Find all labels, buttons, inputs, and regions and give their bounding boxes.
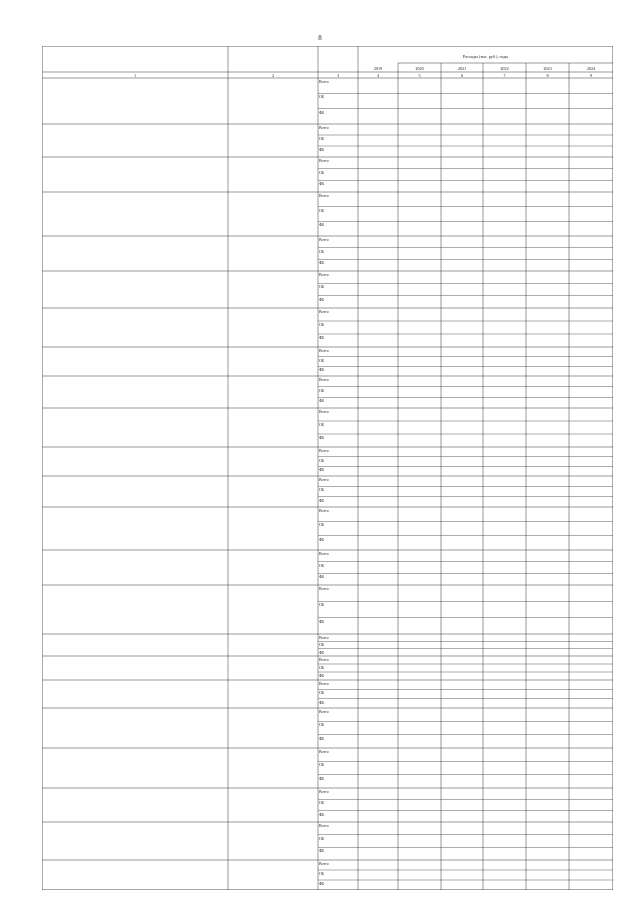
row7-source-2: ФБ [319, 367, 325, 373]
row4-source-2: ФБ [319, 260, 325, 266]
row22-source-1: ОБ [319, 871, 325, 876]
row16-source-2: ФБ [319, 673, 325, 678]
row9-source-1: ОБ [319, 422, 325, 427]
row16-source-1: ОБ [319, 665, 325, 670]
row1-source-1: ОБ [319, 136, 325, 141]
page-number: 8 [318, 34, 322, 42]
row13-source-1: ОБ [319, 562, 325, 568]
header-year-2024: 2024 [586, 66, 596, 71]
row10-source-1: ОБ [319, 457, 325, 463]
header-year-2023: 2023 [543, 66, 552, 71]
row19-source-0: Всего [319, 749, 329, 754]
row14-source-0: Всего [319, 586, 329, 591]
row19-source-1: ОБ [319, 762, 325, 768]
header-year-2019: 2019 [373, 66, 383, 71]
header-colnum-2: 2 [271, 72, 275, 78]
row8-source-1: ОБ [319, 387, 325, 393]
row3-source-0: Всего [319, 193, 329, 198]
row6-source-2: ФБ [319, 335, 325, 340]
row11-source-1: ОБ [319, 487, 325, 493]
row15-source-1: ОБ [319, 642, 325, 648]
row18-source-2: ФБ [319, 735, 325, 741]
row15-source-2: ФБ [319, 649, 325, 655]
header-year-2021: 2021 [457, 66, 467, 71]
row11-source-2: ФБ [319, 497, 325, 503]
row16-source-0: Всего [319, 657, 329, 662]
row21-source-2: ФБ [319, 848, 325, 854]
header-colnum-4: 4 [376, 72, 380, 78]
row1-source-0: Всего [319, 125, 329, 130]
header-colnum-9: 9 [589, 72, 593, 78]
header-colnum-5: 5 [418, 72, 421, 78]
row21-source-1: ОБ [319, 835, 325, 841]
row3-source-2: ФБ [319, 222, 325, 228]
row4-source-1: ОБ [319, 248, 325, 254]
row14-source-1: ОБ [319, 602, 325, 608]
row20-source-0: Всего [319, 789, 329, 794]
row7-source-0: Всего [319, 348, 329, 353]
row17-source-1: ОБ [319, 690, 325, 696]
row3-source-1: ОБ [319, 207, 325, 213]
row18-source-0: Всего [319, 709, 329, 714]
row17-source-0: Всего [319, 681, 329, 686]
row9-source-2: ФБ [319, 435, 325, 440]
row22-source-2: ФБ [319, 881, 325, 886]
row4-source-0: Всего [319, 237, 329, 242]
row10-source-2: ФБ [319, 467, 325, 473]
row18-source-1: ОБ [319, 722, 325, 728]
header-colnum-1: 1 [133, 72, 137, 78]
row17-source-2: ФБ [319, 699, 325, 705]
row2-source-1: ОБ [319, 169, 325, 175]
header-col4-caption: Расходы (тыс. руб.), годы [462, 54, 509, 59]
row2-source-0: Всего [319, 158, 329, 163]
row12-source-1: ОБ [319, 522, 325, 528]
row20-source-1: ОБ [319, 800, 325, 806]
row15-source-0: Всего [319, 635, 329, 640]
row22-source-0: Всего [319, 861, 329, 866]
row10-source-0: Всего [319, 448, 329, 453]
row7-source-1: ОБ [319, 357, 325, 363]
header-colnum-6: 6 [460, 72, 464, 78]
row5-source-1: ОБ [319, 284, 325, 290]
row20-source-2: ФБ [319, 811, 325, 817]
row9-source-0: Всего [319, 409, 329, 414]
header-year-2022: 2022 [500, 66, 509, 71]
row13-source-2: ФБ [319, 574, 325, 580]
row5-source-0: Всего [319, 272, 329, 277]
table-cells [42, 46, 613, 890]
header-year-2020: 2020 [415, 66, 424, 71]
row0-source-1: ОБ [319, 94, 325, 100]
row14-source-2: ФБ [319, 618, 325, 624]
row6-source-0: Всего [319, 309, 329, 314]
row0-source-2: ФБ [319, 109, 325, 115]
row5-source-2: ФБ [319, 296, 325, 302]
row12-source-2: ФБ [319, 536, 325, 542]
header-colnum-8: 8 [546, 72, 549, 78]
row8-source-0: Всего [319, 377, 329, 382]
row1-source-2: ФБ [319, 147, 325, 152]
row6-source-1: ОБ [319, 322, 325, 327]
row12-source-0: Всего [319, 508, 329, 513]
header-colnum-3: 3 [336, 72, 340, 78]
row2-source-2: ФБ [319, 181, 325, 187]
program-table [42, 46, 613, 890]
row19-source-2: ФБ [319, 775, 325, 781]
row21-source-0: Всего [319, 823, 329, 828]
row0-source-0: Всего [319, 79, 329, 84]
row11-source-0: Всего [319, 477, 329, 482]
header-colnum-7: 7 [503, 72, 506, 78]
row8-source-2: ФБ [319, 398, 325, 404]
row13-source-0: Всего [319, 551, 329, 556]
